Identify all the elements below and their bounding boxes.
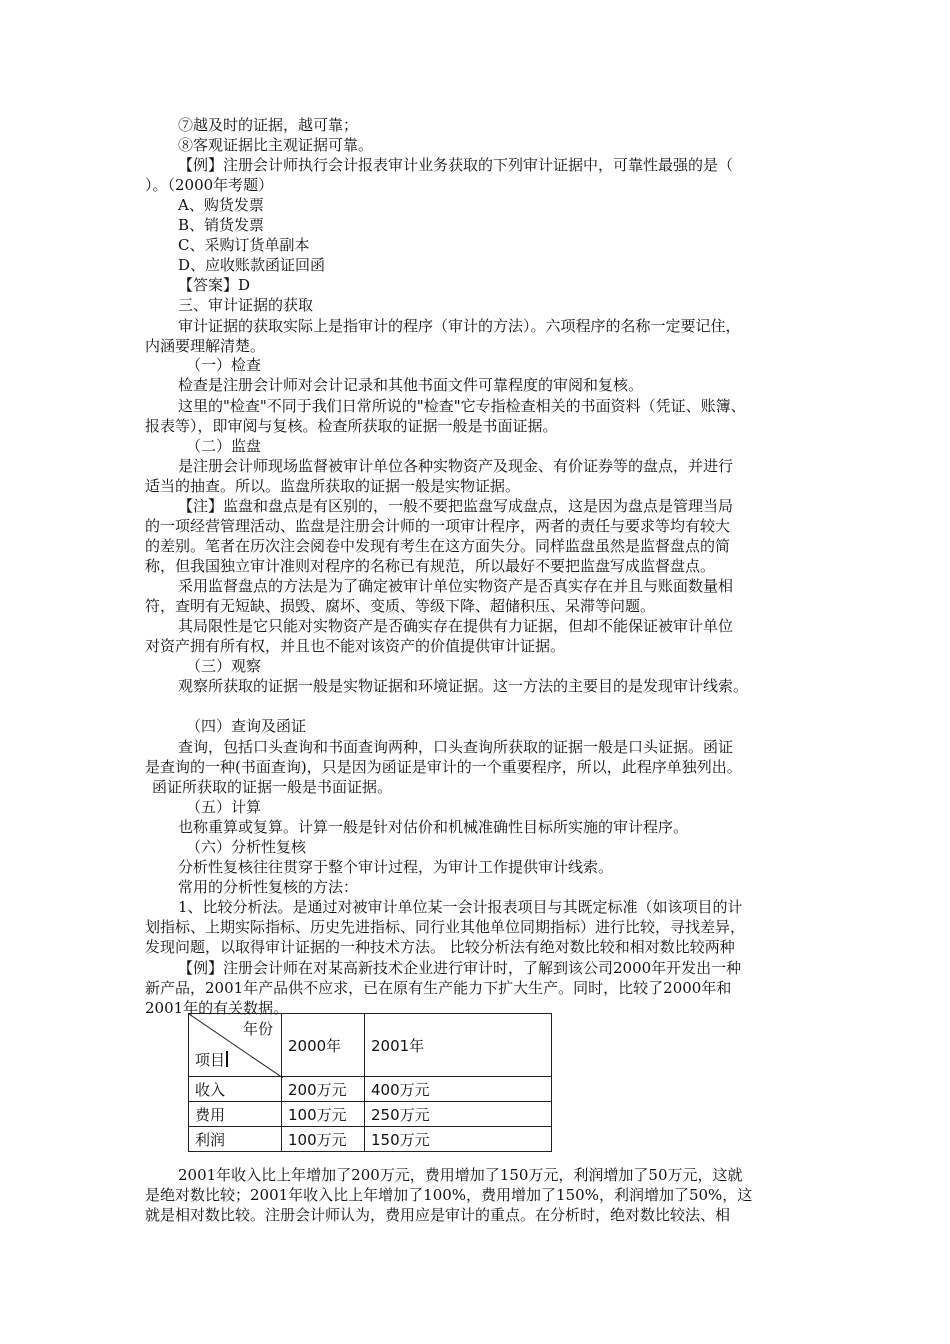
subsection-heading: （一）检查 [186,356,262,374]
text-line: 也称重算或复算。计算一般是针对估价和机械准确性目标所实施的审计程序。 [178,818,689,836]
text-line: 对资产拥有所有权，并且也不能对该资产的价值提供审计证据。 [145,637,566,655]
text-line: 【例】注册会计师在对某高新技术企业进行审计时，了解到该公司2000年开发出一种 [178,959,742,977]
cell-2001: 400万元 [365,1077,552,1102]
text-line: C、采购订货单副本 [178,236,310,254]
text-line: 采用监督盘点的方法是为了确定被审计单位实物资产是否真实存在并且与账面数量相 [178,577,734,595]
subsection-heading: （五）计算 [186,798,262,816]
text-line: ⑧客观证据比主观证据可靠。 [178,136,374,154]
text-line: 称，但我国独立审计准则对程序的名称已有规范，所以最好不要把监盘写成监督盘点。 [145,557,716,575]
row-label: 费用 [189,1102,282,1127]
header-item-wrap [195,1049,228,1070]
subsection-heading: （六）分析性复核 [186,838,307,856]
text-line: 是注册会计师现场监督被审计单位各种实物资产及现金、有价证券等的盘点，并进行 [178,457,734,475]
text-line: D、应收账款函证回函 [178,256,326,274]
subsection-heading: （三）观察 [186,657,262,675]
table-row [189,1127,552,1152]
text-line: ）。（2000年考题） [145,176,274,194]
text-line: 检查是注册会计师对会计记录和其他书面文件可靠程度的审阅和复核。 [178,376,644,394]
text-line: 适当的抽查。所以。监盘所获取的证据一般是实物证据。 [145,477,521,495]
text-line: 的一项经营管理活动、监盘是注册会计师的一项审计程序，两者的责任与要求等均有较大 [145,517,731,535]
cell-2001: 250万元 [365,1102,552,1127]
cell-2000: 200万元 [282,1077,365,1102]
text-line: 划指标、上期实际指标、历史先进指标、同行业其他单位同期指标）进行比较，寻找差异， [145,918,746,936]
text-line: 【答案】D [178,276,251,294]
header-item-label: 项目 [195,1051,226,1069]
cell-2000: 100万元 [282,1127,365,1152]
subsection-heading: （二）监盘 [186,437,262,455]
text-line: 是绝对数比较；2001年收入比上年增加了100%，费用增加了150%，利润增加了50%，这 [145,1186,753,1204]
text-line: 查询，包括口头查询和书面查询两种，口头查询所获取的证据一般是口头证据。函证 [178,738,734,756]
text-line: 这里的"检查"不同于我们日常所说的"检查"它专指检查相关的书面资料（凭证、账簿、 [178,397,746,415]
table-header-row [189,1014,552,1077]
text-line: 的差别。笔者在历次注会阅卷中发现有考生在这方面失分。同样监盘虽然是监督盘点的简 [145,537,731,555]
row-label: 收入 [189,1077,282,1102]
text-line: 内涵要理解清楚。 [145,337,266,355]
column-header: 2000年 [282,1014,365,1077]
text-line: 2001年的有关数据。 [145,999,289,1017]
text-line: 1、比较分析法。是通过对被审计单位某一会计报表项目与其既定标准（如该项目的计 [178,898,743,916]
text-line: A、购货发票 [178,196,264,214]
table-row [189,1102,552,1127]
text-line: 是查询的一种(书面查询)，只是因为函证是审计的一个重要程序，所以，此程序单独列出。 [145,758,742,776]
text-line: 观察所获取的证据一般是实物证据和环境证据。这一方法的主要目的是发现审计线索。 [178,677,749,695]
text-line: 【例】注册会计师执行会计报表审计业务获取的下列审计证据中，可靠性最强的是（ [178,156,734,174]
text-line: 发现问题，以取得审计证据的一种技术方法。 比较分析法有绝对数比较和相对数比较两种 [145,938,735,956]
section-heading: 三、审计证据的获取 [178,296,314,314]
text-line: B、销货发票 [178,216,265,234]
row-label: 利润 [189,1127,282,1152]
diagonal-header-cell [189,1014,282,1077]
header-year-label: 年份 [242,1020,273,1038]
text-line: 其局限性是它只能对实物资产是否确实存在提供有力证据，但却不能保证被审计单位 [178,617,734,635]
text-line: 审计证据的获取实际上是指审计的程序（审计的方法）。六项程序的名称一定要记住， [178,317,741,335]
cell-2001: 150万元 [365,1127,552,1152]
text-line: 2001年收入比上年增加了200万元，费用增加了150万元，利润增加了50万元，这就 [178,1166,743,1184]
text-line: 报表等），即审阅与复核。检查所获取的证据一般是书面证据。 [145,417,558,435]
text-line: ⑦越及时的证据，越可靠； [178,116,359,134]
text-cursor [226,1051,228,1067]
text-line: 【注】监盘和盘点是有区别的，一般不要把监盘写成盘点，这是因为盘点是管理当局 [178,497,734,515]
cell-2000: 100万元 [282,1102,365,1127]
text-line: 就是相对数比较。注册会计师认为，费用应是审计的重点。在分析时，绝对数比较法、相 [145,1206,731,1224]
subsection-heading: （四）查询及函证 [186,717,307,735]
data-table [188,1013,552,1152]
text-line: 新产品，2001年产品供不应求，已在原有生产能力下扩大生产。同时，比较了2000年和 [145,979,732,997]
text-line: 符，查明有无短缺、损毁、腐坏、变质、等级下降、超储积压、呆滞等问题。 [145,597,656,615]
text-line: 常用的分析性复核的方法： [178,878,359,896]
table-row [189,1077,552,1102]
column-header: 2001年 [365,1014,552,1077]
text-line: 函证所获取的证据一般是书面证据。 [152,778,393,796]
text-line: 分析性复核往往贯穿于整个审计过程，为审计工作提供审计线索。 [178,858,614,876]
